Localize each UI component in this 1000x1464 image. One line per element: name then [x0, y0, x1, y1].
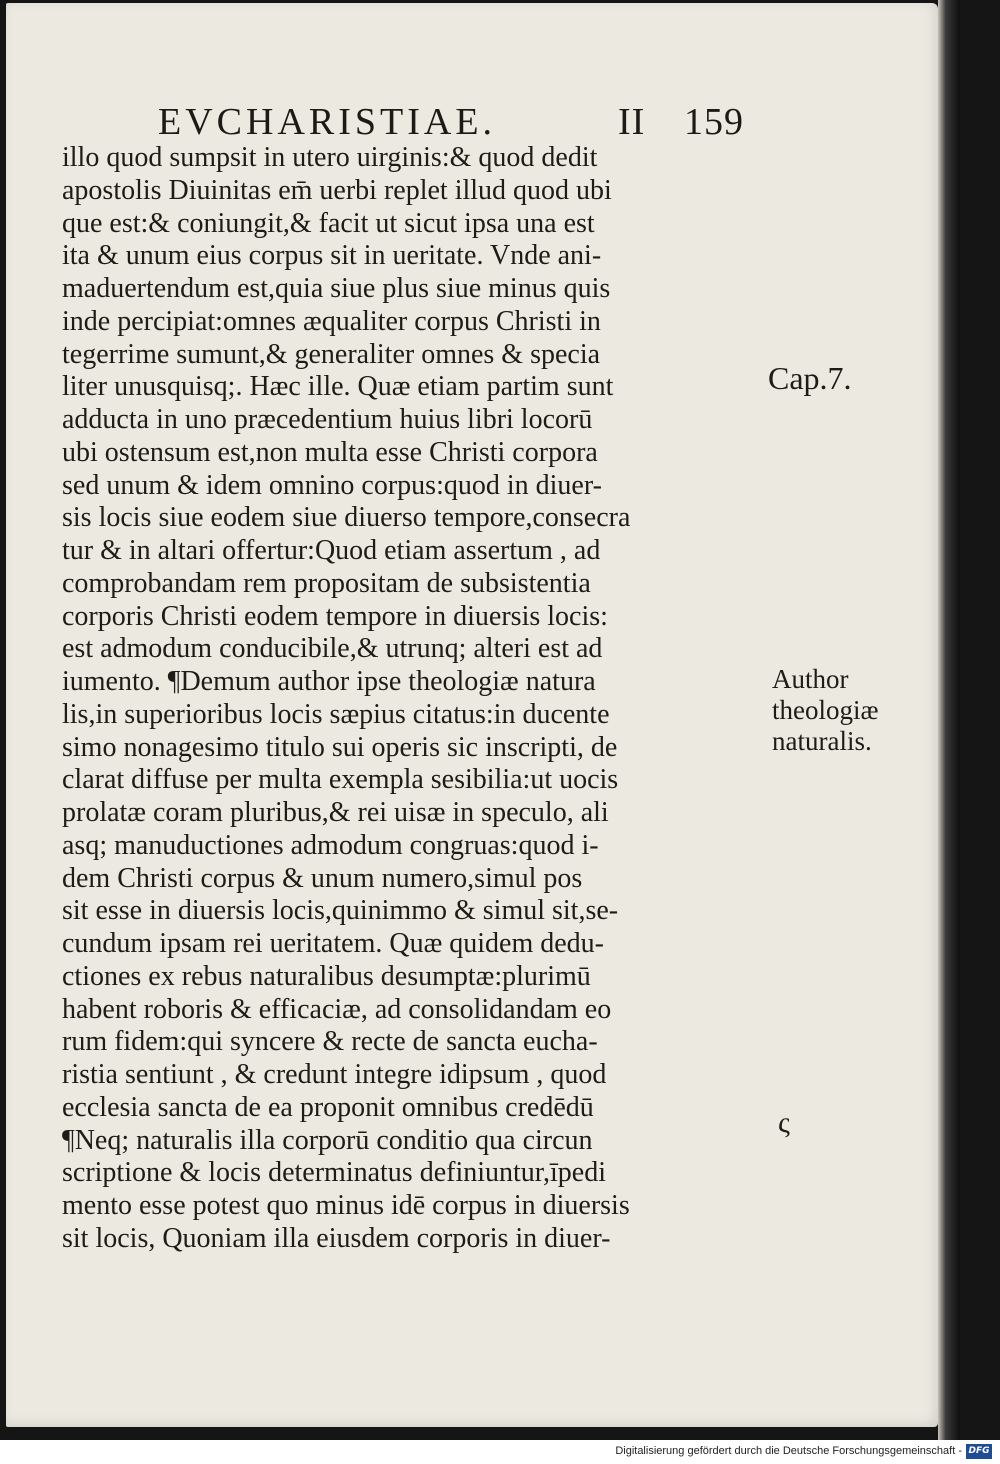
text-line: sis locis siue eodem siue diuerso tempore,consecra: [62, 502, 631, 534]
dfg-logo: DFG: [966, 1444, 992, 1459]
page-edge-shadow: [938, 0, 960, 1440]
text-line: ecclesia sancta de ea proponit omnibus credēdū: [62, 1091, 594, 1123]
text-line: tegerrime sumunt,& generaliter omnes & specia: [62, 338, 601, 370]
text-line: que est:& coniungit,& facit ut sicut ipsa una est: [62, 207, 595, 239]
text-line: cundum ipsam rei ueritatem. Quæ quidem dedu-: [62, 928, 604, 959]
text-line: lis,in superioribus locis sæpius citatus:in ducente: [62, 698, 610, 730]
text-line: mento esse potest quo minus idē corpus in diuersis: [62, 1190, 630, 1221]
text-line: adducta in uno præcedentium huius libri locorū: [62, 404, 593, 435]
text-line: rum fidem:qui syncere & recte de sancta eucha-: [62, 1026, 598, 1058]
text-line: prolatæ coram pluribus,& rei uisæ in speculo, ali: [62, 797, 609, 828]
text-line: liter unusquisq;. Hæc ille. Quæ etiam partim sunt: [62, 371, 614, 403]
text-line: apostolis Diuinitas em̄ uerbi replet illud quod ubi: [62, 174, 612, 206]
text-line: sit locis, Quoniam illa eiusdem corporis in diuer-: [62, 1222, 611, 1254]
margin-note-author: [772, 664, 879, 757]
text-line: maduertendum est,quia siue plus siue minus quis: [62, 273, 611, 304]
folio-number: 159: [684, 101, 744, 143]
text-line: simo nonagesimo titulo sui operis sic inscripti, de: [62, 731, 618, 763]
signature-mark: II: [618, 101, 646, 143]
text-line: ubi ostensum est,non multa esse Christi corpora: [62, 436, 598, 468]
text-line: scriptione & locis determinatus definiuntur,īpedi: [62, 1157, 606, 1189]
text-line: est admodum conducibile,& utrunq; alteri est ad: [62, 633, 603, 665]
text-line: ctiones ex rebus naturalibus desumptæ:plurimū: [62, 960, 591, 992]
text-line: comprobandam rem propositam de subsistentia: [62, 567, 591, 599]
text-line: ristia sentiunt , & credunt integre idipsum , quod: [62, 1059, 607, 1090]
text-line: clarat diffuse per multa exempla sesibilia:ut uocis: [62, 764, 619, 796]
text-line: corporis Christi eodem tempore in diuersis locis:: [62, 600, 608, 632]
running-title: EVCHARISTIAE.: [158, 101, 497, 143]
text-line: ¶Neq; naturalis illa corporū conditio qua circun: [62, 1124, 593, 1156]
footer-bar: [0, 1440, 1000, 1464]
margin-mark: ς: [778, 1106, 790, 1139]
text-line: dem Christi corpus & unum numero,simul pos: [62, 862, 583, 894]
main-text-block: [62, 142, 772, 1256]
text-line: sed unum & idem omnino corpus:quod in diuer-: [62, 469, 602, 501]
text-line: asq; manuductiones admodum congruas:quod i-: [62, 829, 599, 861]
margin-note-line: Author: [772, 664, 849, 694]
text-line: habent roboris & efficaciæ, ad consolidandam eo: [62, 993, 612, 1025]
funding-credit: Digitalisierung gefördert durch die Deutsche Forschungsgemeinschaft -: [615, 1445, 962, 1457]
text-line: inde percipiat:omnes æqualiter corpus Christi in: [62, 305, 601, 337]
text-line: sit esse in diuersis locis,quinimmo & simul sit,se-: [62, 895, 619, 927]
running-header: [150, 100, 750, 146]
margin-note-chapter: Cap.7.: [768, 360, 852, 396]
text-line: ita & unum eius corpus sit in ueritate. Vnde ani-: [62, 240, 602, 272]
margin-note-line: naturalis.: [772, 726, 872, 756]
margin-note-line: theologiæ: [772, 695, 879, 725]
text-line: tur & in altari offertur:Quod etiam assertum , ad: [62, 535, 601, 566]
text-line: iumento. ¶Demum author ipse theologiæ natura: [62, 666, 596, 697]
text-line: illo quod sumpsit in utero uirginis:& quod dedit: [62, 142, 598, 173]
